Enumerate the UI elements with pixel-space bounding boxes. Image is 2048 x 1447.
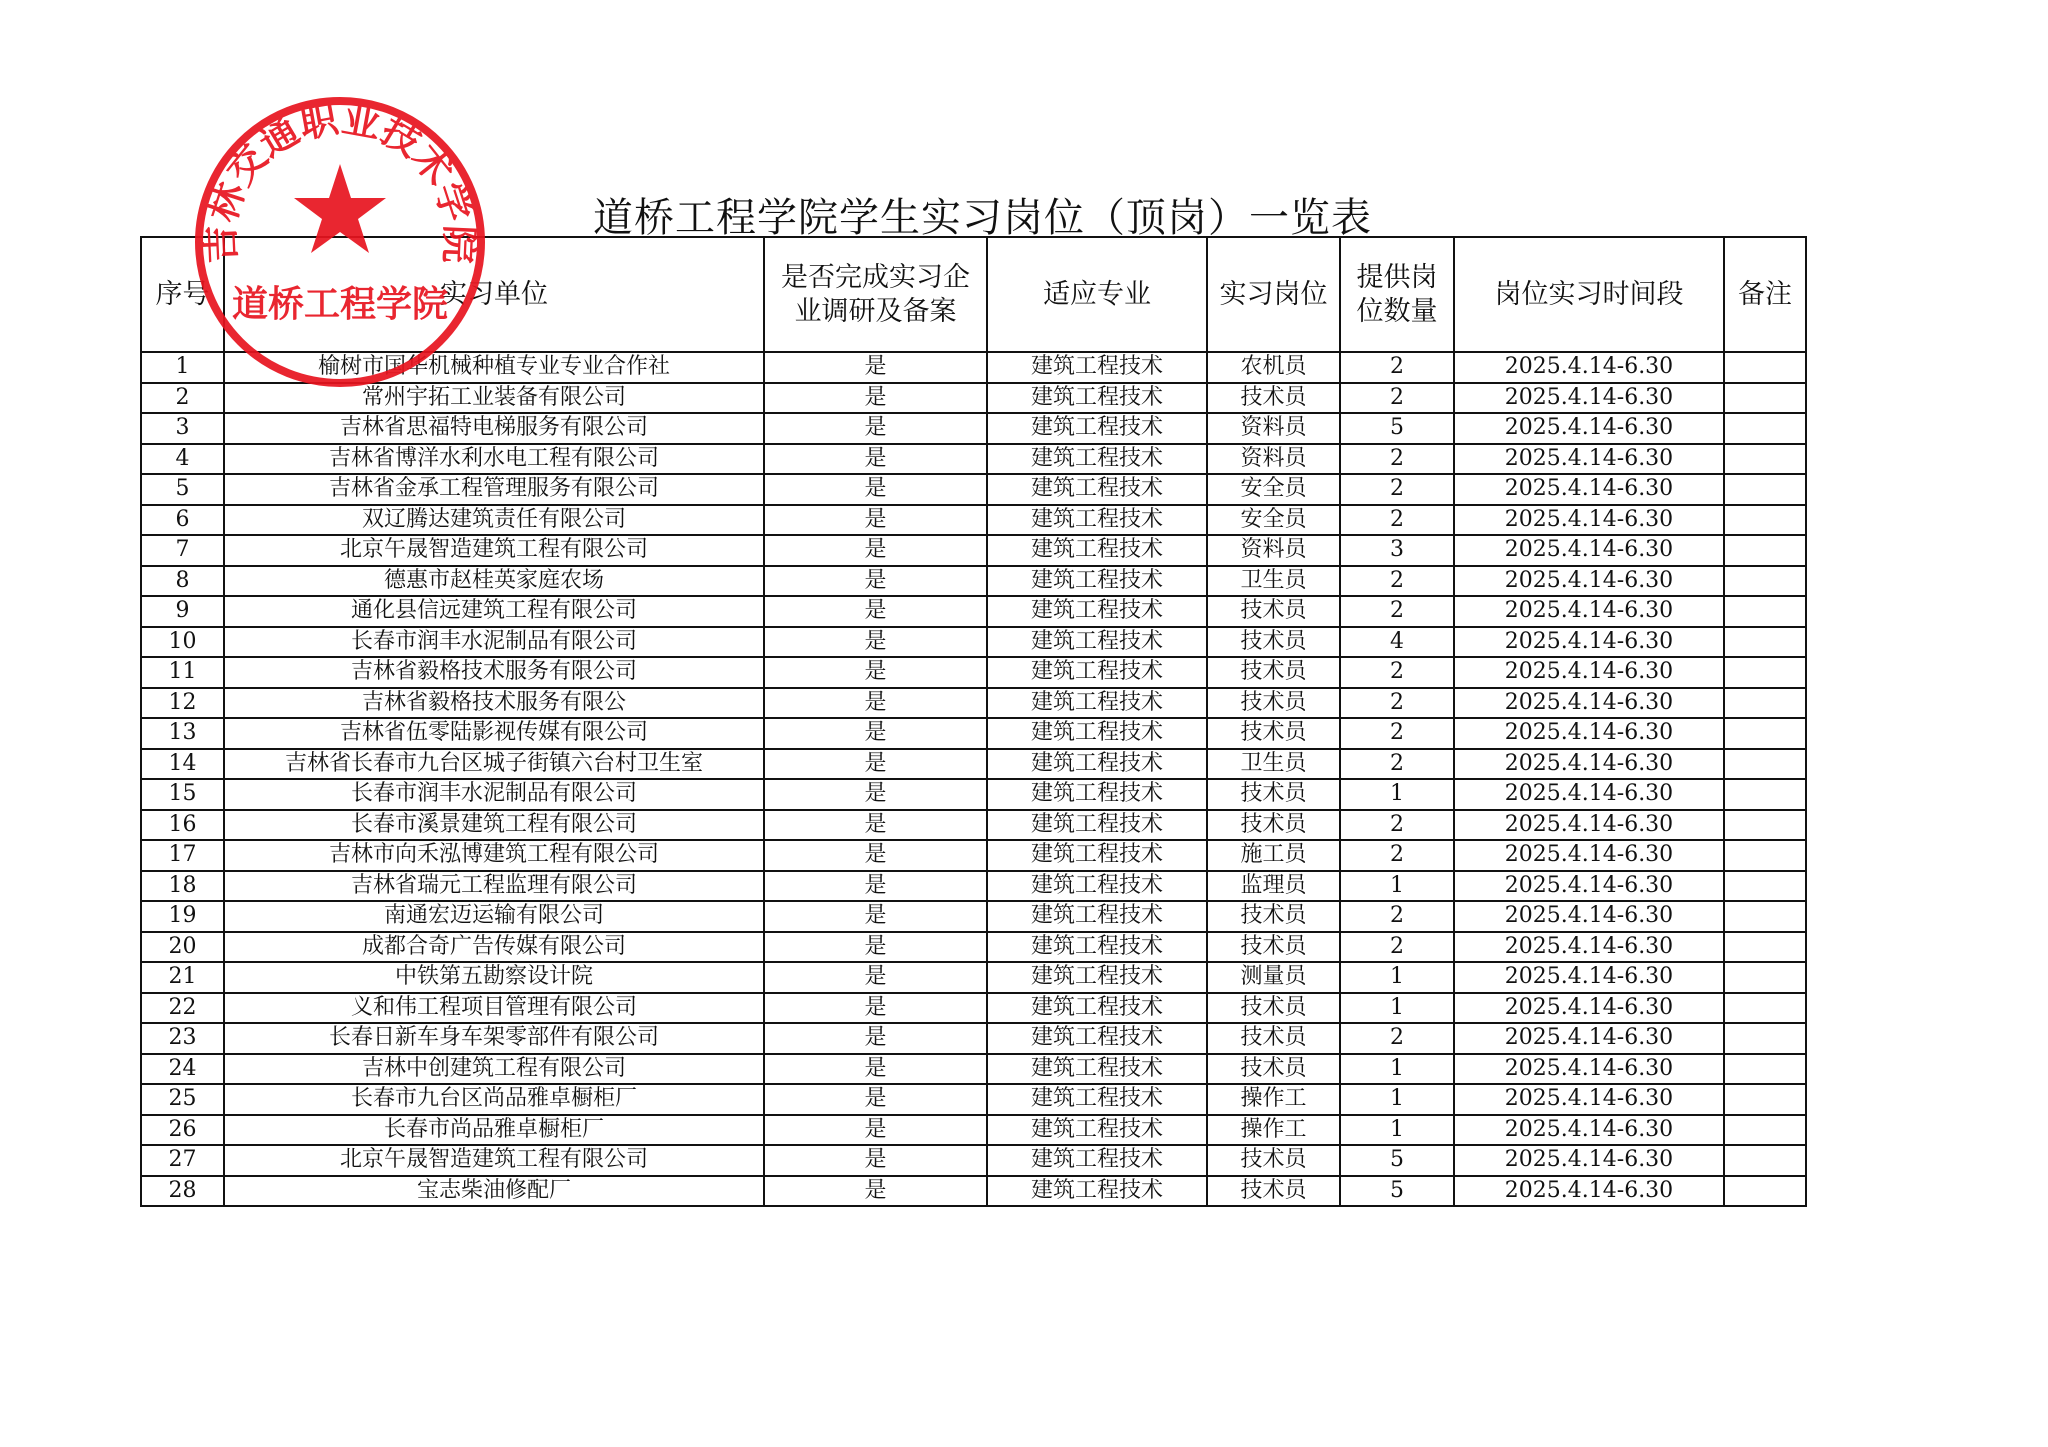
table-row <box>141 444 1806 475</box>
row-company: 义和伟工程项目管理有限公司 <box>224 993 764 1024</box>
table-row <box>141 1084 1806 1115</box>
row-period: 2025.4.14-6.30 <box>1454 627 1724 658</box>
row-survey-filed: 是 <box>764 627 987 658</box>
row-index: 1 <box>141 352 224 383</box>
row-company: 吉林省毅格技术服务有限公司 <box>224 657 764 688</box>
row-survey-filed: 是 <box>764 596 987 627</box>
row-position: 技术员 <box>1207 657 1340 688</box>
table-body <box>141 352 1806 1206</box>
table-row <box>141 810 1806 841</box>
row-survey-filed: 是 <box>764 871 987 902</box>
row-quantity: 1 <box>1340 962 1454 993</box>
row-index: 11 <box>141 657 224 688</box>
row-quantity: 2 <box>1340 352 1454 383</box>
row-index: 10 <box>141 627 224 658</box>
row-company: 中铁第五勘察设计院 <box>224 962 764 993</box>
row-remarks <box>1724 993 1806 1024</box>
table-row <box>141 505 1806 536</box>
row-quantity: 2 <box>1340 383 1454 414</box>
row-quantity: 2 <box>1340 474 1454 505</box>
row-index: 13 <box>141 718 224 749</box>
row-index: 20 <box>141 932 224 963</box>
header-company: 实习单位 <box>224 237 764 352</box>
row-period: 2025.4.14-6.30 <box>1454 1084 1724 1115</box>
row-index: 9 <box>141 596 224 627</box>
row-survey-filed: 是 <box>764 474 987 505</box>
row-position: 技术员 <box>1207 383 1340 414</box>
table-row <box>141 1176 1806 1207</box>
row-position: 技术员 <box>1207 596 1340 627</box>
row-remarks <box>1724 352 1806 383</box>
row-major: 建筑工程技术 <box>987 596 1207 627</box>
row-index: 2 <box>141 383 224 414</box>
row-company: 宝志柴油修配厂 <box>224 1176 764 1207</box>
table-row <box>141 1023 1806 1054</box>
row-remarks <box>1724 505 1806 536</box>
row-company: 常州宇拓工业装备有限公司 <box>224 383 764 414</box>
table-row <box>141 627 1806 658</box>
row-company: 双辽腾达建筑责任有限公司 <box>224 505 764 536</box>
row-survey-filed: 是 <box>764 779 987 810</box>
row-major: 建筑工程技术 <box>987 840 1207 871</box>
row-company: 通化县信远建筑工程有限公司 <box>224 596 764 627</box>
row-quantity: 2 <box>1340 718 1454 749</box>
row-position: 技术员 <box>1207 627 1340 658</box>
row-company: 吉林市向禾泓博建筑工程有限公司 <box>224 840 764 871</box>
row-position: 资料员 <box>1207 444 1340 475</box>
row-index: 7 <box>141 535 224 566</box>
table-row <box>141 1054 1806 1085</box>
row-quantity: 5 <box>1340 1145 1454 1176</box>
row-period: 2025.4.14-6.30 <box>1454 596 1724 627</box>
row-remarks <box>1724 474 1806 505</box>
row-position: 技术员 <box>1207 901 1340 932</box>
row-position: 监理员 <box>1207 871 1340 902</box>
row-quantity: 1 <box>1340 1054 1454 1085</box>
header-index: 序号 <box>141 237 224 352</box>
row-major: 建筑工程技术 <box>987 505 1207 536</box>
row-position: 技术员 <box>1207 1145 1340 1176</box>
row-period: 2025.4.14-6.30 <box>1454 1023 1724 1054</box>
row-remarks <box>1724 1084 1806 1115</box>
row-remarks <box>1724 1176 1806 1207</box>
row-position: 农机员 <box>1207 352 1340 383</box>
row-period: 2025.4.14-6.30 <box>1454 657 1724 688</box>
row-index: 15 <box>141 779 224 810</box>
row-major: 建筑工程技术 <box>987 474 1207 505</box>
row-quantity: 1 <box>1340 779 1454 810</box>
row-remarks <box>1724 718 1806 749</box>
row-remarks <box>1724 901 1806 932</box>
header-remarks: 备注 <box>1724 237 1806 352</box>
row-quantity: 2 <box>1340 688 1454 719</box>
table-row <box>141 596 1806 627</box>
row-period: 2025.4.14-6.30 <box>1454 749 1724 780</box>
row-company: 吉林省博洋水利水电工程有限公司 <box>224 444 764 475</box>
row-company: 长春日新车身车架零部件有限公司 <box>224 1023 764 1054</box>
row-survey-filed: 是 <box>764 1145 987 1176</box>
row-quantity: 2 <box>1340 505 1454 536</box>
row-company: 吉林中创建筑工程有限公司 <box>224 1054 764 1085</box>
row-period: 2025.4.14-6.30 <box>1454 871 1724 902</box>
row-survey-filed: 是 <box>764 993 987 1024</box>
row-major: 建筑工程技术 <box>987 566 1207 597</box>
row-quantity: 2 <box>1340 596 1454 627</box>
table-row <box>141 779 1806 810</box>
row-survey-filed: 是 <box>764 1023 987 1054</box>
row-index: 17 <box>141 840 224 871</box>
row-position: 技术员 <box>1207 688 1340 719</box>
row-index: 26 <box>141 1115 224 1146</box>
row-company: 德惠市赵桂英家庭农场 <box>224 566 764 597</box>
row-position: 资料员 <box>1207 535 1340 566</box>
table-row <box>141 901 1806 932</box>
row-major: 建筑工程技术 <box>987 1054 1207 1085</box>
header-quantity: 提供岗位数量 <box>1340 237 1454 352</box>
table-row <box>141 1115 1806 1146</box>
row-survey-filed: 是 <box>764 962 987 993</box>
row-quantity: 2 <box>1340 810 1454 841</box>
row-position: 测量员 <box>1207 962 1340 993</box>
row-remarks <box>1724 1054 1806 1085</box>
row-period: 2025.4.14-6.30 <box>1454 1176 1724 1207</box>
row-period: 2025.4.14-6.30 <box>1454 810 1724 841</box>
row-index: 6 <box>141 505 224 536</box>
row-company: 吉林省瑞元工程监理有限公司 <box>224 871 764 902</box>
row-remarks <box>1724 1023 1806 1054</box>
row-remarks <box>1724 1145 1806 1176</box>
header-survey-filed: 是否完成实习企业调研及备案 <box>764 237 987 352</box>
row-major: 建筑工程技术 <box>987 1115 1207 1146</box>
row-survey-filed: 是 <box>764 535 987 566</box>
row-index: 21 <box>141 962 224 993</box>
row-major: 建筑工程技术 <box>987 779 1207 810</box>
row-position: 安全员 <box>1207 505 1340 536</box>
row-period: 2025.4.14-6.30 <box>1454 840 1724 871</box>
row-company: 吉林省伍零陆影视传媒有限公司 <box>224 718 764 749</box>
row-remarks <box>1724 1115 1806 1146</box>
row-survey-filed: 是 <box>764 383 987 414</box>
row-position: 卫生员 <box>1207 749 1340 780</box>
row-major: 建筑工程技术 <box>987 901 1207 932</box>
table-row <box>141 932 1806 963</box>
row-position: 技术员 <box>1207 1176 1340 1207</box>
table-row <box>141 871 1806 902</box>
star-icon <box>294 164 386 253</box>
row-survey-filed: 是 <box>764 1115 987 1146</box>
table-row <box>141 535 1806 566</box>
row-major: 建筑工程技术 <box>987 444 1207 475</box>
row-period: 2025.4.14-6.30 <box>1454 413 1724 444</box>
row-position: 技术员 <box>1207 932 1340 963</box>
row-index: 19 <box>141 901 224 932</box>
row-quantity: 5 <box>1340 1176 1454 1207</box>
row-quantity: 2 <box>1340 749 1454 780</box>
row-major: 建筑工程技术 <box>987 749 1207 780</box>
table-row <box>141 566 1806 597</box>
row-company: 长春市尚品雅卓橱柜厂 <box>224 1115 764 1146</box>
row-period: 2025.4.14-6.30 <box>1454 474 1724 505</box>
row-quantity: 3 <box>1340 535 1454 566</box>
row-survey-filed: 是 <box>764 1054 987 1085</box>
row-remarks <box>1724 932 1806 963</box>
row-quantity: 2 <box>1340 840 1454 871</box>
row-period: 2025.4.14-6.30 <box>1454 688 1724 719</box>
row-period: 2025.4.14-6.30 <box>1454 566 1724 597</box>
row-index: 14 <box>141 749 224 780</box>
row-index: 8 <box>141 566 224 597</box>
row-quantity: 2 <box>1340 1023 1454 1054</box>
official-seal <box>190 92 490 392</box>
row-quantity: 1 <box>1340 993 1454 1024</box>
row-company: 北京午晟智造建筑工程有限公司 <box>224 1145 764 1176</box>
row-quantity: 1 <box>1340 1115 1454 1146</box>
table-row <box>141 993 1806 1024</box>
table-row <box>141 688 1806 719</box>
row-remarks <box>1724 779 1806 810</box>
row-index: 5 <box>141 474 224 505</box>
row-major: 建筑工程技术 <box>987 962 1207 993</box>
row-survey-filed: 是 <box>764 413 987 444</box>
row-survey-filed: 是 <box>764 901 987 932</box>
row-quantity: 2 <box>1340 657 1454 688</box>
row-remarks <box>1724 596 1806 627</box>
row-major: 建筑工程技术 <box>987 993 1207 1024</box>
row-major: 建筑工程技术 <box>987 871 1207 902</box>
row-major: 建筑工程技术 <box>987 352 1207 383</box>
row-period: 2025.4.14-6.30 <box>1454 383 1724 414</box>
row-index: 28 <box>141 1176 224 1207</box>
row-index: 24 <box>141 1054 224 1085</box>
row-position: 操作工 <box>1207 1084 1340 1115</box>
row-company: 长春市润丰水泥制品有限公司 <box>224 779 764 810</box>
row-major: 建筑工程技术 <box>987 1176 1207 1207</box>
row-position: 资料员 <box>1207 413 1340 444</box>
row-survey-filed: 是 <box>764 505 987 536</box>
row-major: 建筑工程技术 <box>987 1084 1207 1115</box>
row-period: 2025.4.14-6.30 <box>1454 718 1724 749</box>
row-company: 南通宏迈运输有限公司 <box>224 901 764 932</box>
row-quantity: 2 <box>1340 444 1454 475</box>
row-major: 建筑工程技术 <box>987 657 1207 688</box>
row-company: 北京午晟智造建筑工程有限公司 <box>224 535 764 566</box>
row-position: 操作工 <box>1207 1115 1340 1146</box>
row-period: 2025.4.14-6.30 <box>1454 1054 1724 1085</box>
row-survey-filed: 是 <box>764 810 987 841</box>
row-quantity: 1 <box>1340 1084 1454 1115</box>
row-company: 长春市溪景建筑工程有限公司 <box>224 810 764 841</box>
row-major: 建筑工程技术 <box>987 383 1207 414</box>
row-position: 安全员 <box>1207 474 1340 505</box>
row-position: 技术员 <box>1207 1054 1340 1085</box>
row-remarks <box>1724 444 1806 475</box>
row-index: 22 <box>141 993 224 1024</box>
page-title: 道桥工程学院学生实习岗位（顶岗）一览表 <box>593 195 1372 241</box>
row-company: 长春市润丰水泥制品有限公司 <box>224 627 764 658</box>
row-index: 4 <box>141 444 224 475</box>
row-company: 吉林省长春市九台区城子街镇六台村卫生室 <box>224 749 764 780</box>
row-survey-filed: 是 <box>764 840 987 871</box>
row-major: 建筑工程技术 <box>987 718 1207 749</box>
table-row <box>141 1145 1806 1176</box>
table-row <box>141 962 1806 993</box>
row-period: 2025.4.14-6.30 <box>1454 535 1724 566</box>
table-row <box>141 749 1806 780</box>
row-remarks <box>1724 749 1806 780</box>
row-major: 建筑工程技术 <box>987 810 1207 841</box>
seal-ring-text: 吉林交通职业技术学院 <box>198 96 482 265</box>
row-remarks <box>1724 413 1806 444</box>
table-row <box>141 840 1806 871</box>
row-remarks <box>1724 383 1806 414</box>
row-index: 23 <box>141 1023 224 1054</box>
row-position: 技术员 <box>1207 718 1340 749</box>
row-period: 2025.4.14-6.30 <box>1454 993 1724 1024</box>
row-company: 吉林省毅格技术服务有限公 <box>224 688 764 719</box>
row-survey-filed: 是 <box>764 749 987 780</box>
table-row <box>141 718 1806 749</box>
row-major: 建筑工程技术 <box>987 627 1207 658</box>
row-period: 2025.4.14-6.30 <box>1454 1145 1724 1176</box>
row-position: 技术员 <box>1207 1023 1340 1054</box>
row-survey-filed: 是 <box>764 718 987 749</box>
row-position: 技术员 <box>1207 779 1340 810</box>
row-quantity: 1 <box>1340 871 1454 902</box>
row-remarks <box>1724 840 1806 871</box>
row-quantity: 2 <box>1340 901 1454 932</box>
row-remarks <box>1724 535 1806 566</box>
row-survey-filed: 是 <box>764 1176 987 1207</box>
row-major: 建筑工程技术 <box>987 932 1207 963</box>
row-index: 18 <box>141 871 224 902</box>
row-major: 建筑工程技术 <box>987 413 1207 444</box>
table-row <box>141 657 1806 688</box>
row-period: 2025.4.14-6.30 <box>1454 901 1724 932</box>
row-company: 成都合奇广告传媒有限公司 <box>224 932 764 963</box>
row-period: 2025.4.14-6.30 <box>1454 444 1724 475</box>
row-index: 12 <box>141 688 224 719</box>
row-period: 2025.4.14-6.30 <box>1454 505 1724 536</box>
header-major: 适应专业 <box>987 237 1207 352</box>
row-survey-filed: 是 <box>764 932 987 963</box>
row-survey-filed: 是 <box>764 1084 987 1115</box>
row-company: 吉林省思福特电梯服务有限公司 <box>224 413 764 444</box>
row-period: 2025.4.14-6.30 <box>1454 962 1724 993</box>
row-major: 建筑工程技术 <box>987 1145 1207 1176</box>
row-index: 16 <box>141 810 224 841</box>
row-remarks <box>1724 871 1806 902</box>
row-index: 27 <box>141 1145 224 1176</box>
seal-center-text: 道桥工程学院 <box>231 284 449 325</box>
table-row <box>141 413 1806 444</box>
row-remarks <box>1724 627 1806 658</box>
row-quantity: 4 <box>1340 627 1454 658</box>
row-major: 建筑工程技术 <box>987 1023 1207 1054</box>
row-period: 2025.4.14-6.30 <box>1454 352 1724 383</box>
header-period: 岗位实习时间段 <box>1454 237 1724 352</box>
row-remarks <box>1724 657 1806 688</box>
row-major: 建筑工程技术 <box>987 535 1207 566</box>
row-position: 施工员 <box>1207 840 1340 871</box>
row-quantity: 2 <box>1340 566 1454 597</box>
row-company: 吉林省金承工程管理服务有限公司 <box>224 474 764 505</box>
row-company: 榆树市国华机械种植专业专业合作社 <box>224 352 764 383</box>
row-company: 长春市九台区尚品雅卓橱柜厂 <box>224 1084 764 1115</box>
row-remarks <box>1724 688 1806 719</box>
row-position: 技术员 <box>1207 810 1340 841</box>
row-period: 2025.4.14-6.30 <box>1454 932 1724 963</box>
row-position: 技术员 <box>1207 993 1340 1024</box>
row-survey-filed: 是 <box>764 566 987 597</box>
row-index: 3 <box>141 413 224 444</box>
row-quantity: 2 <box>1340 932 1454 963</box>
row-position: 卫生员 <box>1207 566 1340 597</box>
row-index: 25 <box>141 1084 224 1115</box>
row-survey-filed: 是 <box>764 688 987 719</box>
row-period: 2025.4.14-6.30 <box>1454 1115 1724 1146</box>
row-survey-filed: 是 <box>764 352 987 383</box>
row-remarks <box>1724 566 1806 597</box>
row-period: 2025.4.14-6.30 <box>1454 779 1724 810</box>
row-remarks <box>1724 810 1806 841</box>
row-remarks <box>1724 962 1806 993</box>
row-survey-filed: 是 <box>764 444 987 475</box>
row-major: 建筑工程技术 <box>987 688 1207 719</box>
row-survey-filed: 是 <box>764 657 987 688</box>
table-row <box>141 474 1806 505</box>
header-position: 实习岗位 <box>1207 237 1340 352</box>
row-quantity: 5 <box>1340 413 1454 444</box>
